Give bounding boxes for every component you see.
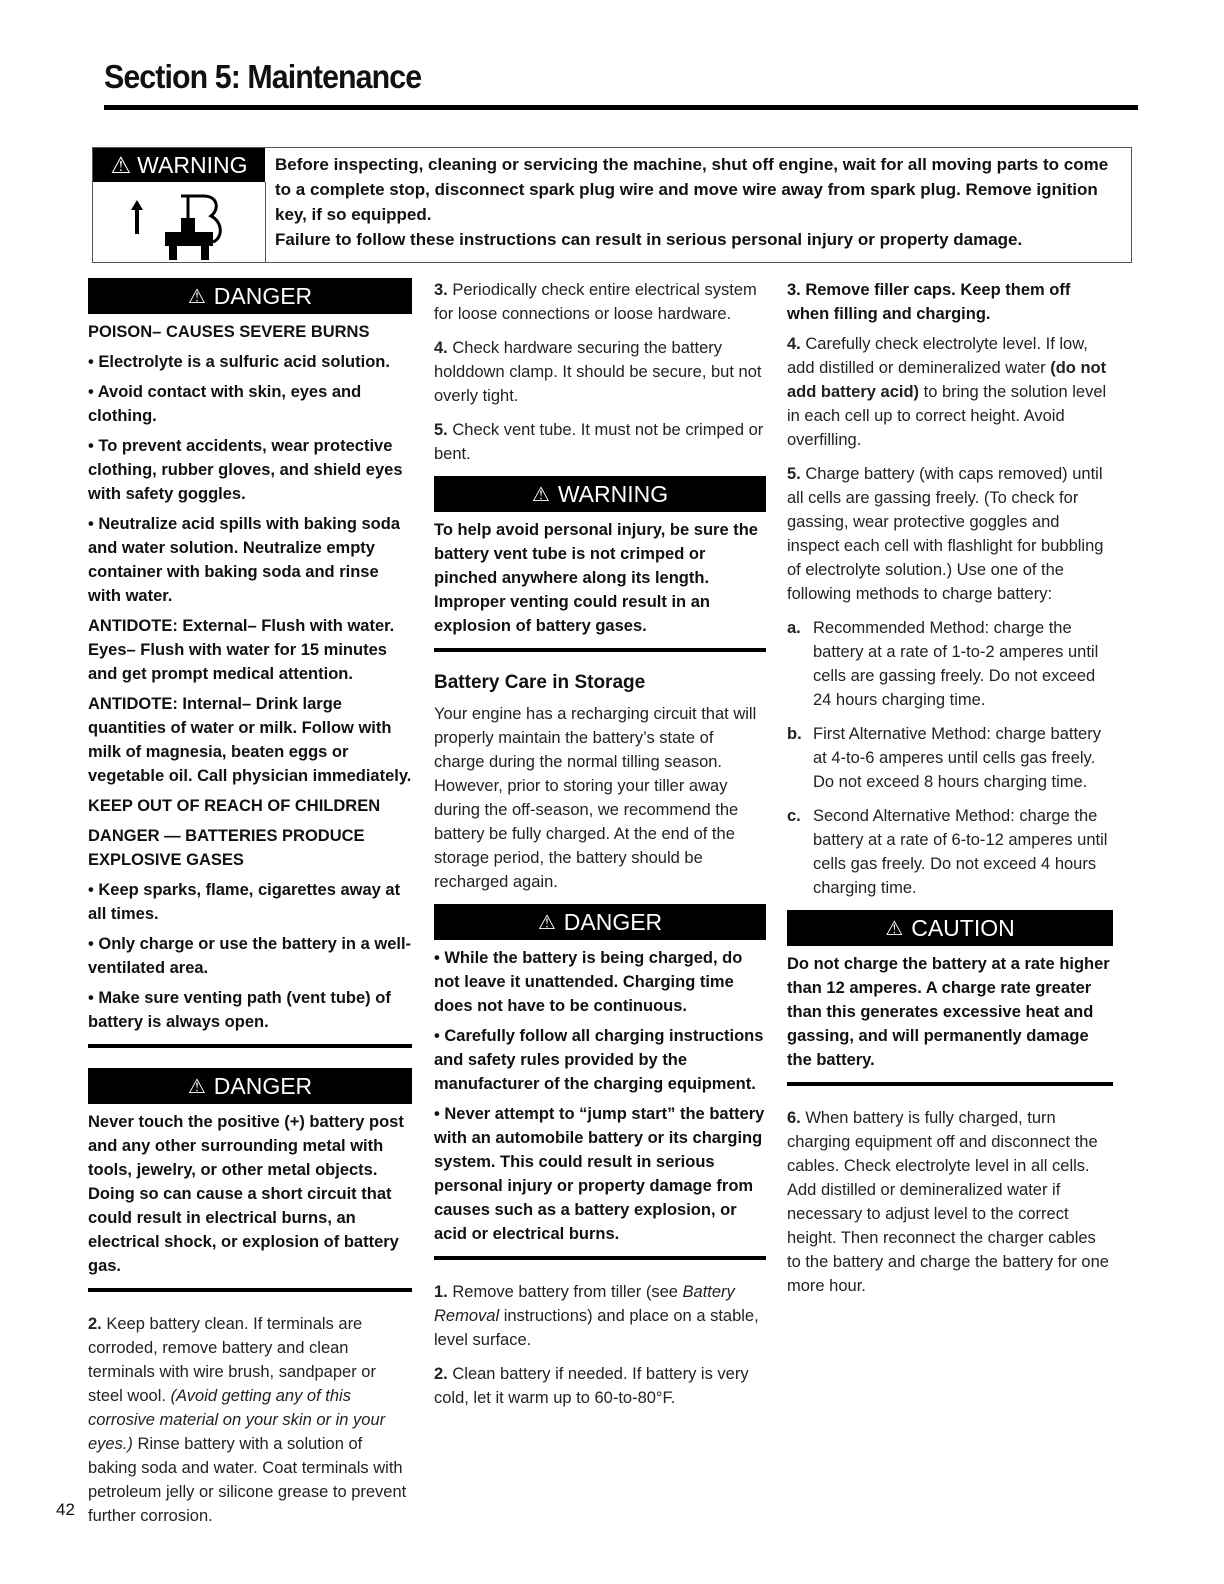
explosive-gases-notice: DANGER — BATTERIES PRODUCE EXPLOSIVE GASES bbox=[88, 827, 365, 869]
column-3 bbox=[787, 278, 1113, 1308]
warning-text-1: Before inspecting, cleaning or servicing the machine, shut off engine, wait for all moving parts to come to a complete stop, disconnect spark plug wire and move wire away from spark plug. Remove ignition key, if so equipped. bbox=[275, 155, 1109, 224]
warning-triangle-icon: ⚠ bbox=[187, 285, 206, 308]
method-b: b. First Alternative Method: charge battery at 4-to-6 amperes until cells gas freely. Do not exceed 8 hours charging time. bbox=[787, 725, 1101, 791]
column-2 bbox=[434, 278, 766, 1420]
caution-bar: ⚠ CAUTION bbox=[787, 910, 1113, 946]
page-title: Section 5: Maintenance bbox=[104, 58, 422, 95]
storage-text: Your engine has a recharging circuit that will properly maintain the battery’s state of charge during the normal tilling season. However, prior to storing your tiller away during the off-season, we recommend the battery be fully charged. At the end of the storage period, the battery should be recharged again. bbox=[434, 705, 757, 891]
danger-bullet: • Never attempt to “jump start” the battery with an automobile battery or its charging system. This could result in serious personal injury or property damage from causes such as a battery explosion, or acid or electrical burns. bbox=[434, 1105, 765, 1243]
section-rule bbox=[434, 1256, 766, 1260]
step-2-clean-battery: 2. Keep battery clean. If terminals are corroded, remove battery and clean terminals with wire brush, sandpaper or steel wool. (Avoid getting any of this corrosive material on your skin or in your eyes.) Rinse battery with a solution of baking soda and water. Coat terminals with petroleum jelly or silicone grease to prevent further corrosion. bbox=[88, 1315, 407, 1525]
step-6-fully-charged: 6. When battery is fully charged, turn charging equipment off and disconnect the cables. Check electrolyte level in all cells. Add distilled or demineralized water if necessary to adjust level to the correct height. Then reconnect the charger cables to the battery and charge the battery for one more hour. bbox=[787, 1109, 1109, 1295]
warning-bar: ⚠ WARNING bbox=[434, 476, 766, 512]
warning-triangle-icon: ⚠ bbox=[110, 151, 132, 178]
danger-bullet: • Only charge or use the battery in a well-ventilated area. bbox=[88, 935, 412, 977]
step-3-check-electrical: 3. Periodically check entire electrical system for loose connections or loose hardware. bbox=[434, 281, 757, 323]
warning-text-2: Failure to follow these instructions can result in serious personal injury or property damage. bbox=[275, 230, 1023, 249]
page-number: 42 bbox=[56, 1500, 75, 1519]
danger-bullet: • Electrolyte is a sulfuric acid solution. bbox=[88, 353, 390, 371]
danger-bullet: • To prevent accidents, wear protective clothing, rubber gloves, and shield eyes with safety goggles. bbox=[88, 437, 403, 503]
warning-triangle-icon: ⚠ bbox=[531, 483, 550, 506]
step-4-check-hardware: 4. Check hardware securing the battery holddown clamp. It should be secure, but not overly tight. bbox=[434, 339, 762, 405]
danger-bar-2: ⚠ DANGER bbox=[88, 1068, 412, 1104]
poison-heading: POISON– CAUSES SEVERE BURNS bbox=[88, 323, 370, 341]
danger-bar-1: ⚠ DANGER bbox=[88, 278, 412, 314]
disconnect-spark-plug-icon bbox=[93, 182, 266, 262]
storage-step-2: 2. Clean battery if needed. If battery is very cold, let it warm up to 60-to-80°F. bbox=[434, 1365, 749, 1407]
step-5-check-vent-tube: 5. Check vent tube. It must not be crimped or bent. bbox=[434, 421, 764, 463]
danger-bullet: • Keep sparks, flame, cigarettes away at all times. bbox=[88, 881, 401, 923]
danger-bullet: • Carefully follow all charging instructions and safety rules provided by the manufacturer of the charging equipment. bbox=[434, 1027, 764, 1093]
danger-bullet: • Neutralize acid spills with baking soda and water solution. Neutralize empty container with baking soda and rinse with water. bbox=[88, 515, 401, 605]
section-rule bbox=[88, 1288, 412, 1292]
danger-bullet: • While the battery is being charged, do not leave it unattended. Charging time does not have to be continuous. bbox=[434, 949, 743, 1015]
title-rule bbox=[104, 105, 1138, 110]
step-5-charge: 5. Charge battery (with caps removed) until all cells are gassing freely. (To check for gassing, wear protective goggles and inspect each cell with flashlight for bubbling of electrolyte solution.) Use one of the following methods to charge battery: bbox=[787, 465, 1104, 603]
danger-bullet: • Make sure venting path (vent tube) of battery is always open. bbox=[88, 989, 391, 1031]
danger-bullet: • Avoid contact with skin, eyes and clothing. bbox=[88, 383, 362, 425]
method-a: a. Recommended Method: charge the battery at a rate of 1-to-2 amperes until cells are gassing freely. Do not exceed 24 hours charging time. bbox=[787, 619, 1099, 709]
method-c: c. Second Alternative Method: charge the battery at a rate of 6-to-12 amperes until cells gas freely. Do not exceed 4 hours charging time. bbox=[787, 807, 1108, 897]
section-rule bbox=[434, 648, 766, 652]
section-rule bbox=[88, 1044, 412, 1048]
antidote-external: ANTIDOTE: External– Flush with water. Eyes– Flush with water for 15 minutes and get prompt medical attention. bbox=[88, 617, 395, 683]
step-4-electrolyte: 4. Carefully check electrolyte level. If low, add distilled or demineralized water (do not add battery acid) to bring the solution level in each cell up to correct height. Avoid overfilling. bbox=[787, 335, 1107, 449]
antidote-internal: ANTIDOTE: Internal– Drink large quantities of water or milk. Follow with milk of magnesia, beaten eggs or vegetable oil. Call physician immediately. bbox=[88, 695, 412, 785]
top-warning-box bbox=[92, 147, 1132, 263]
step-3-remove-caps: 3. Remove filler caps. Keep them off when filling and charging. bbox=[787, 281, 1071, 323]
keep-out-notice: KEEP OUT OF REACH OF CHILDREN bbox=[88, 797, 381, 815]
warning-triangle-icon: ⚠ bbox=[537, 911, 556, 934]
caution-text: Do not charge the battery at a rate higher than 12 amperes. A charge rate greater than this generates excessive heat and gassing, and will permanently damage the battery. bbox=[787, 955, 1110, 1069]
warning-triangle-icon: ⚠ bbox=[187, 1075, 206, 1098]
storage-step-1: 1. Remove battery from tiller (see Battery Removal instructions) and place on a stable, level surface. bbox=[434, 1283, 759, 1349]
danger-2-text: Never touch the positive (+) battery post and any other surrounding metal with tools, jewelry, or other metal objects. Doing so can cause a short circuit that could result in electrical burns, an electrical shock, or explosion of battery gas. bbox=[88, 1113, 404, 1275]
column-1 bbox=[88, 278, 412, 1538]
vent-warning-text: To help avoid personal injury, be sure the battery vent tube is not crimped or pinched anywhere along its length. Improper venting could result in an explosion of battery gases. bbox=[434, 521, 758, 635]
warning-triangle-icon: ⚠ bbox=[885, 917, 904, 940]
section-rule bbox=[787, 1082, 1113, 1086]
warning-label: ⚠ WARNING bbox=[93, 148, 265, 182]
storage-heading: Battery Care in Storage bbox=[434, 672, 646, 693]
danger-bar-3: ⚠ DANGER bbox=[434, 904, 766, 940]
